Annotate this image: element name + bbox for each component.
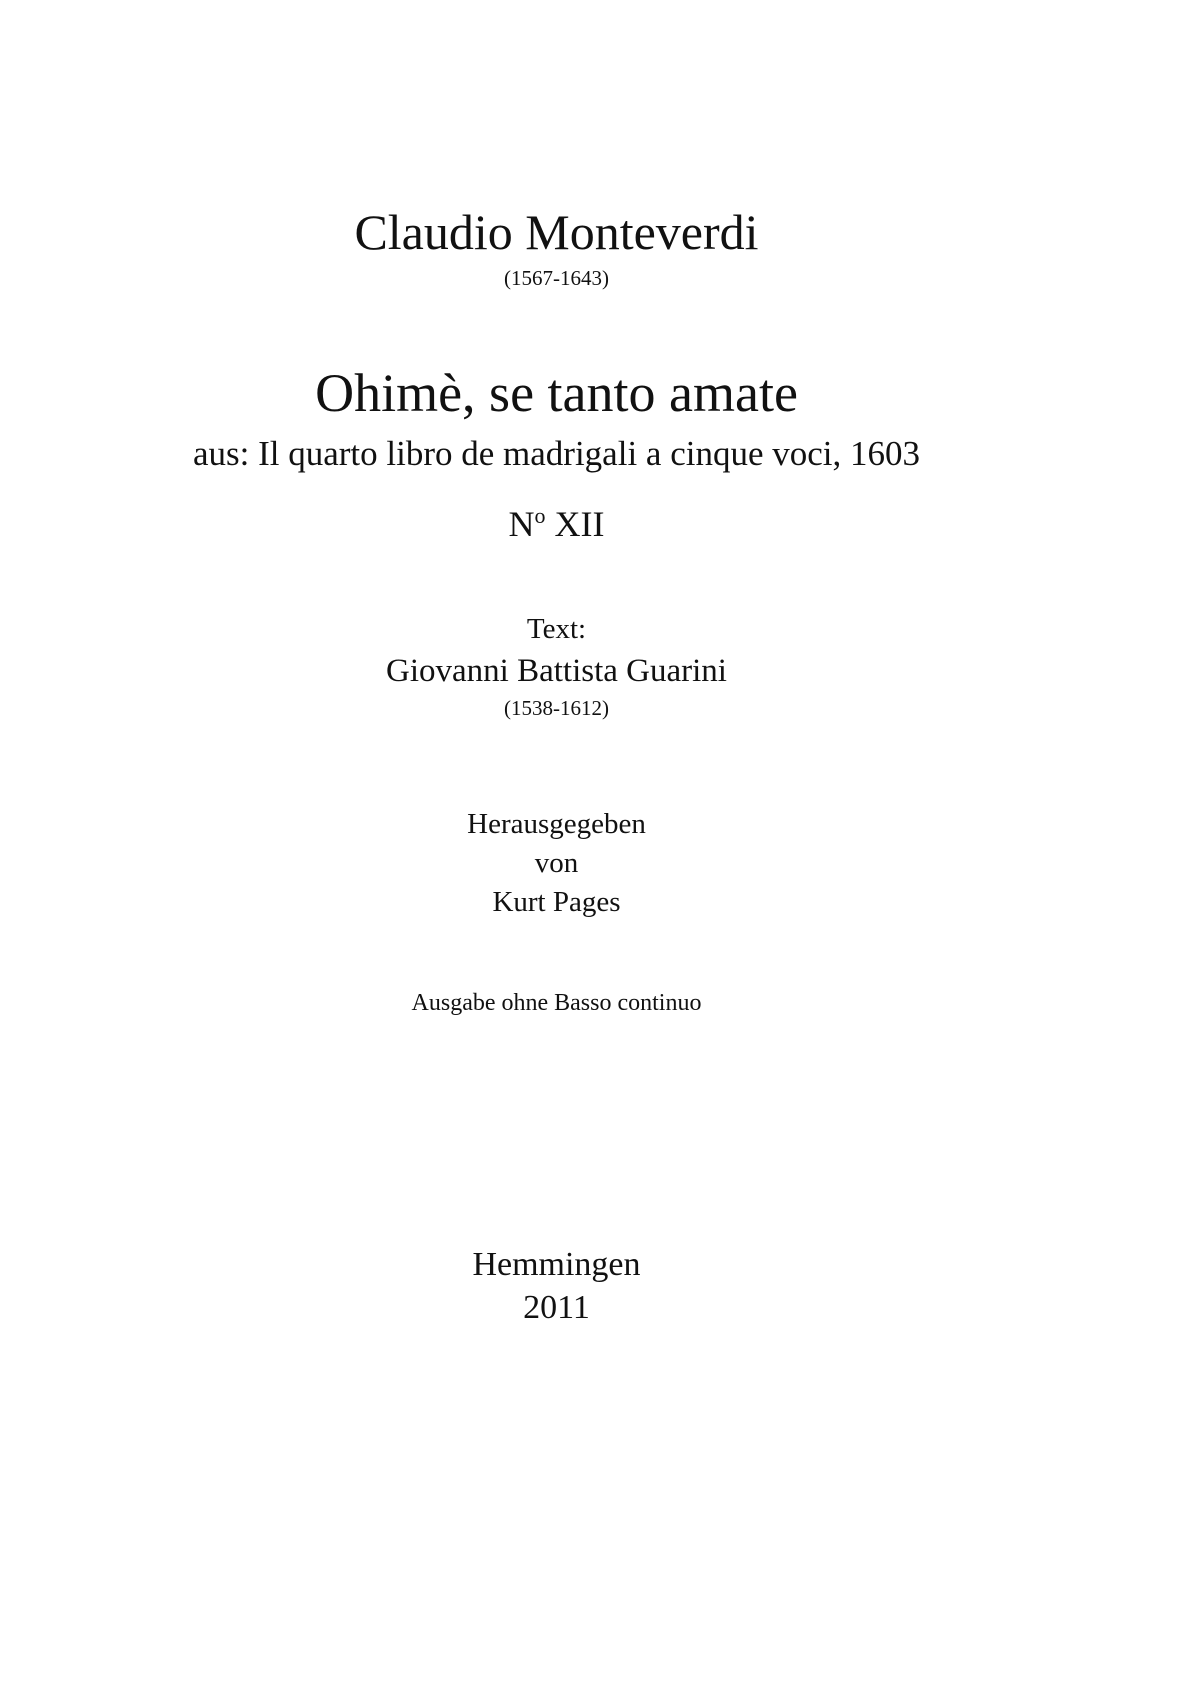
poet-name: Giovanni Battista Guarini (386, 653, 727, 689)
work-source: aus: Il quarto libro de madrigali a cinque voci, 1603 (192, 434, 921, 473)
work-number-roman: XII (554, 504, 605, 544)
imprint-place: Hemmingen (472, 1246, 641, 1283)
text-credit-label: Text: (526, 613, 587, 645)
composer-dates: (1567-1643) (504, 266, 609, 290)
work-number-prefix: N (508, 504, 535, 544)
edition-note: Ausgabe ohne Basso continuo (411, 990, 702, 1016)
work-number-superscript: o (534, 503, 546, 528)
editor-label: Herausgegeben (467, 808, 646, 840)
imprint-year: 2011 (523, 1289, 590, 1326)
work-number (0, 505, 1113, 542)
work-title: Ohimè, se tanto amate (315, 363, 798, 423)
composer-name: Claudio Monteverdi (354, 204, 759, 260)
editor-name: Kurt Pages (492, 886, 621, 918)
poet-dates: (1538-1612) (504, 696, 609, 720)
editor-von: von (534, 847, 579, 879)
